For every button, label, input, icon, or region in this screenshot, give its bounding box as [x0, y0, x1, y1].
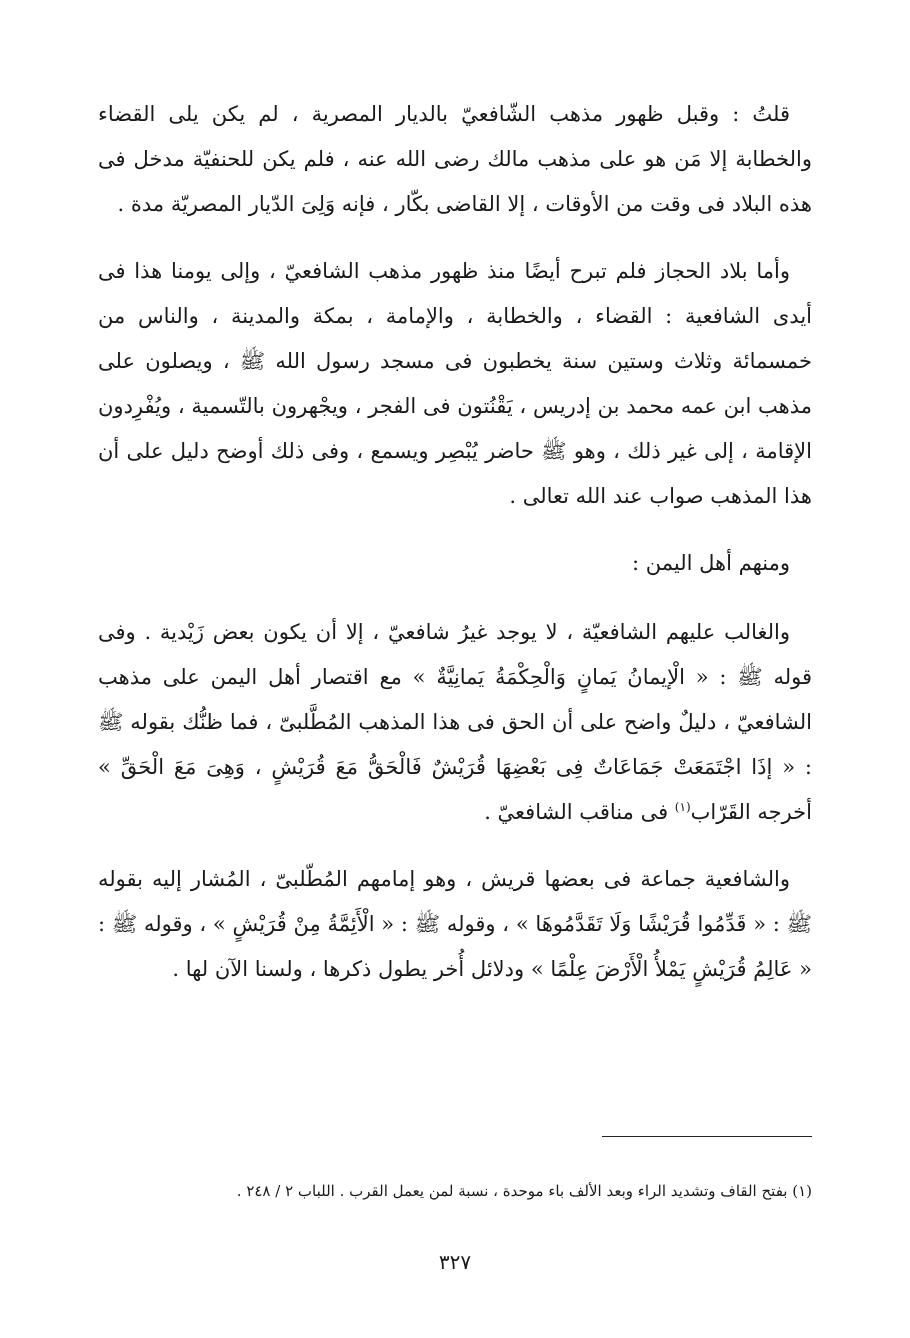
paragraph-quraysh: والشافعية جماعة فى بعضها قريش ، وهو إمامهم المُطّلبىّ ، المُشار إليه بقوله ﷺ : « قَدِّمُوا قُرَيْشًا وَلَا تَقَدَّمُوهَا » ، وقوله ﷺ : « الْأَئِمَّةُ مِنْ قُرَيْشٍ » ، وقوله ﷺ : « عَالِمُ قُرَيْشٍ يَمْلأُ الْأَرْضَ عِلْمًا » ودلائل أُخر يطول ذكرها ، ولسنا الآن لها . [98, 867, 812, 981]
paragraph-hijaz: وأما بلاد الحجاز فلم تبرح أيضًا منذ ظهور مذهب الشافعيّ ، وإلى يومنا هذا فى أيدى الشافعية : القضاء ، والخطابة ، والإمامة ، بمكة والمدينة ، والناس من خمسمائة وثلاث وستين سنة يخطبون فى مسجد رسول الله ﷺ ، ويصلون على مذهب ابن عمه محمد بن إدريس ، يَقْنُتون فى الفجر ، ويجْهرون بالتّسمية ، ويُفْرِدون الإقامة ، إلى غير ذلك ، وهو ﷺ حاضر يُبْصِر ويسمع ، وفى ذلك أوضح دليل على أن هذا المذهب صواب عند الله تعالى . [98, 259, 812, 508]
paragraph-yemen-text: والغالب عليهم الشافعيّة ، لا يوجد غيرُ شافعيّ ، إلا أن يكون بعض زَيْدية . وفى قوله ﷺ : « الْإيمانُ يَمانٍ وَالْحِكْمَةُ يَمانِيَّةٌ » مع اقتصار أهل اليمن على مذهب الشافعيّ ، دليلٌ واضح على أن الحق فى هذا المذهب المُطَّلبىّ ، فما ظنُّك بقوله ﷺ : « إذَا اجْتَمَعَتْ جَمَاعَاتٌ فِى بَعْضِهَا قُرَيْشٌ فَالْحَقُّ مَعَ قُرَيْشٍ ، وَهِىَ مَعَ الْحَقِّ » أخرجه القَرّاب [98, 620, 812, 824]
footnote-divider [602, 1136, 812, 1137]
page-number: ٣٢٧ [438, 1250, 472, 1274]
section-heading-yemen: ومنهم أهل اليمن : [632, 551, 790, 575]
paragraph-yemen-tail: فى مناقب الشافعيّ . [484, 800, 675, 824]
footnote-marker[interactable]: (١) [674, 800, 691, 814]
paragraph-yemen [98, 610, 812, 835]
paragraph-egypt: قلتُ : وقبل ظهور مذهب الشّافعيّ بالديار المصرية ، لم يكن يلى القضاء والخطابة إلا مَن هو على مذهب مالك رضى الله عنه ، فلم يكن للحنفيّة مدخل فى هذه البلاد فى وقت من الأوقات ، إلا القاضى بكّار ، فإنه وَلِىَ الدّيار المصريّة مدة . [98, 102, 812, 216]
footnote: (١) بفتح القاف وتشديد الراء وبعد الألف باء موحدة ، نسبة لمن يعمل القرب . اللباب ٢ / ٢٤٨ . [236, 1182, 812, 1200]
body-text [98, 92, 812, 1014]
